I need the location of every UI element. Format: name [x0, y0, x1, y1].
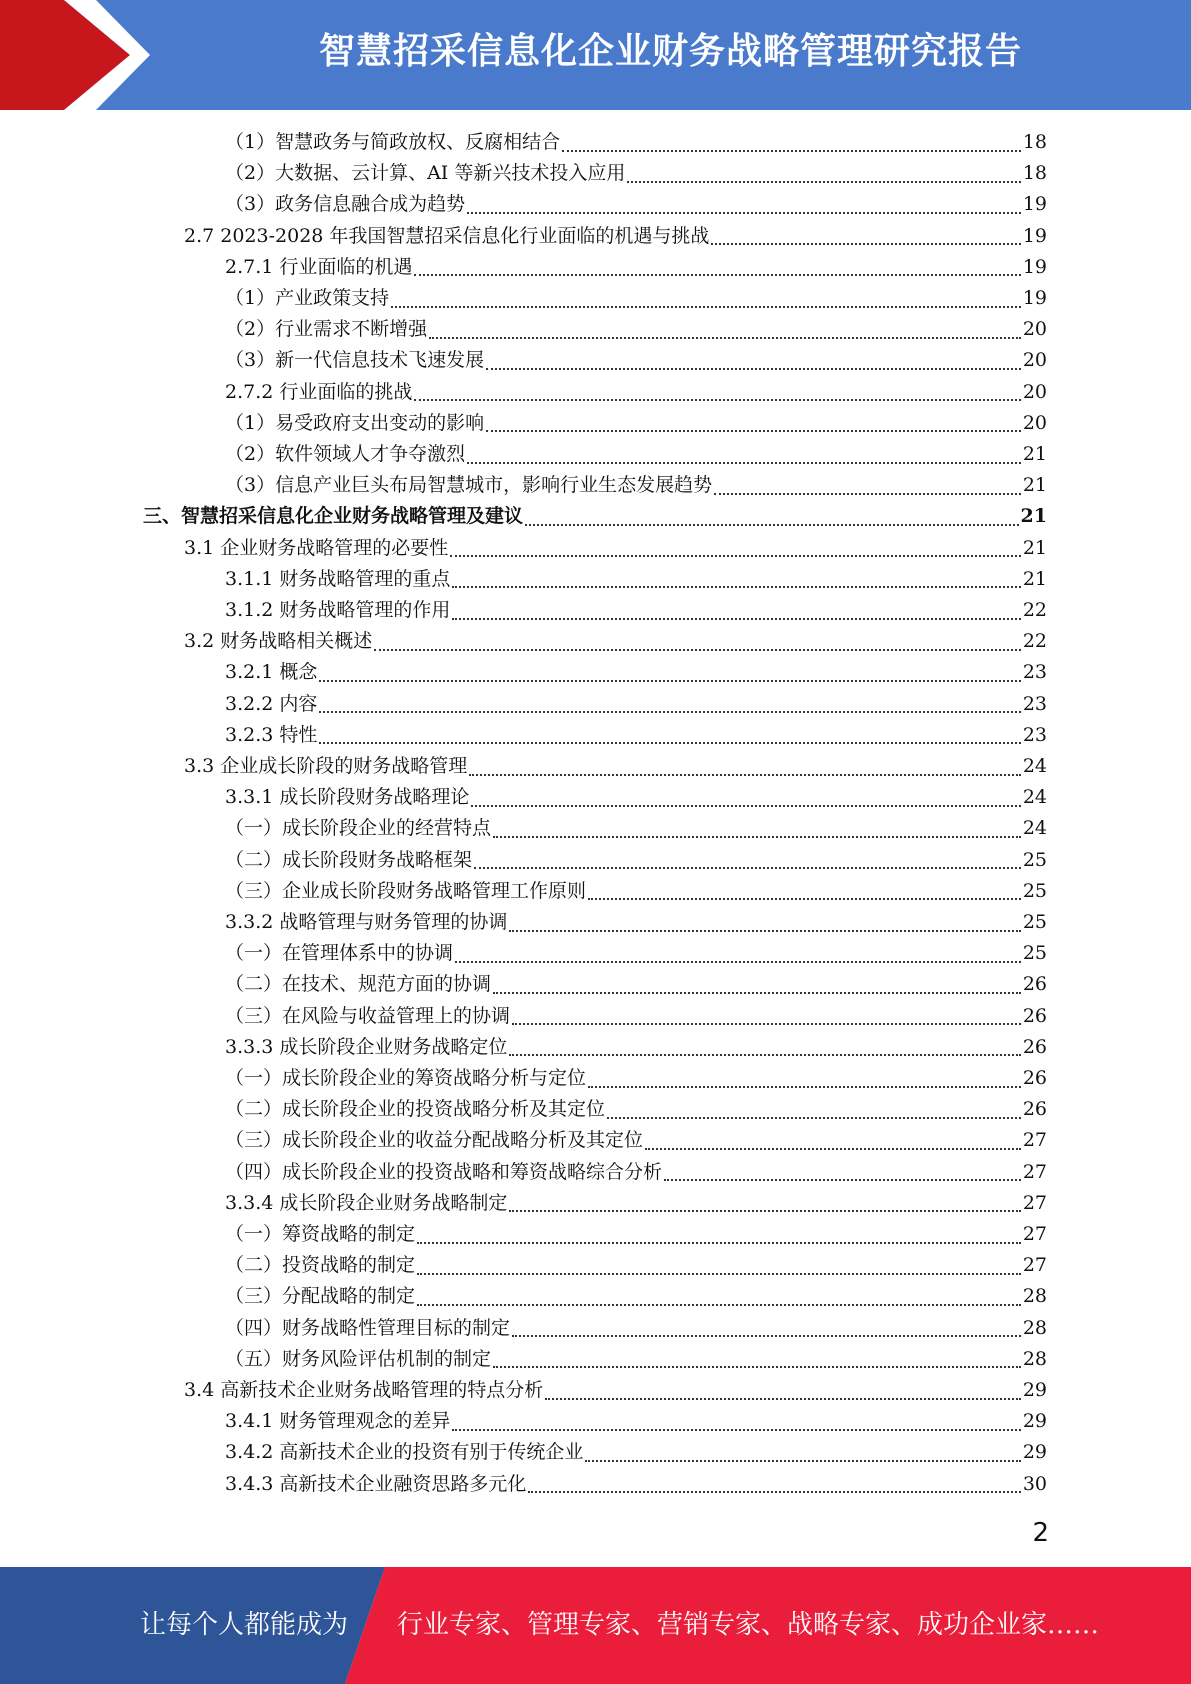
toc-dot-leader [452, 586, 1020, 588]
toc-entry[interactable] [184, 533, 1047, 564]
toc-entry-page: 23 [1022, 692, 1047, 715]
toc-entry-label: （2）行业需求不断增强 [225, 318, 428, 341]
toc-entry[interactable] [225, 1094, 1047, 1125]
toc-dot-leader [645, 1148, 1021, 1150]
toc-entry[interactable] [184, 1375, 1047, 1406]
toc-dot-leader [374, 649, 1021, 651]
toc-dot-leader [607, 1117, 1021, 1119]
toc-entry-label: （1）产业政策支持 [225, 287, 390, 309]
toc-entry[interactable] [225, 907, 1047, 938]
toc-dot-leader [493, 992, 1021, 994]
toc-entry-label: （二）在技术、规范方面的协调 [225, 973, 492, 996]
toc-entry[interactable] [225, 1281, 1047, 1312]
report-header [0, 0, 1191, 110]
toc-dot-leader [455, 961, 1021, 963]
toc-dot-leader [452, 618, 1020, 620]
toc-entry-page: 21 [1022, 443, 1047, 465]
toc-entry-label: （二）投资战略的制定 [225, 1254, 416, 1277]
toc-entry-page: 29 [1022, 1379, 1047, 1401]
toc-entry[interactable] [225, 1001, 1047, 1032]
toc-entry-label: 3.2.2 内容 [225, 692, 318, 715]
toc-entry[interactable] [225, 1157, 1047, 1188]
toc-entry-page: 20 [1022, 411, 1047, 434]
toc-entry[interactable] [225, 1344, 1047, 1375]
toc-entry[interactable] [225, 969, 1047, 1000]
page-number: 2 [1032, 1518, 1049, 1548]
toc-entry-label: 3.4.1 财务管理观念的差异 [225, 1410, 451, 1433]
toc-entry-page: 19 [1022, 224, 1047, 247]
toc-entry-label: （二）成长阶段企业的投资战略分析及其定位 [225, 1098, 606, 1121]
toc-entry-page: 24 [1022, 755, 1047, 777]
toc-dot-leader [417, 1304, 1021, 1306]
toc-dot-leader [509, 1210, 1020, 1212]
toc-dot-leader [319, 680, 1020, 682]
toc-entry[interactable] [225, 1250, 1047, 1281]
toc-entry-label: （四）财务战略性管理目标的制定 [225, 1316, 511, 1339]
toc-dot-leader [452, 1429, 1020, 1431]
toc-entry-page: 19 [1022, 193, 1047, 216]
toc-entry-label: 3.2.1 概念 [225, 661, 318, 684]
toc-dot-leader [471, 805, 1020, 807]
toc-dot-leader [450, 555, 1021, 557]
toc-dot-leader [512, 1023, 1021, 1025]
toc-dot-leader [469, 774, 1021, 776]
toc-entry[interactable] [225, 1063, 1047, 1094]
toc-dot-leader [486, 368, 1021, 370]
toc-dot-leader [714, 493, 1021, 495]
toc-entry-label: （三）在风险与收益管理上的协调 [225, 1004, 511, 1027]
toc-entry-page: 21 [1020, 505, 1047, 528]
toc-entry[interactable] [184, 221, 1047, 252]
toc-dot-leader [319, 742, 1020, 744]
toc-entry[interactable] [225, 1437, 1047, 1468]
toc-entry-page: 25 [1022, 879, 1047, 902]
toc-entry[interactable] [225, 1406, 1047, 1437]
toc-entry[interactable] [225, 720, 1047, 751]
toc-dot-leader [627, 181, 1020, 183]
toc-entry-page: 22 [1022, 599, 1047, 621]
toc-entry-label: 3.1.1 财务战略管理的重点 [225, 567, 451, 590]
toc-dot-leader [429, 337, 1021, 339]
toc-entry-label: （1）智慧政务与简政放权、反腐相结合 [225, 131, 561, 153]
toc-entry-label: 3.4 高新技术企业财务战略管理的特点分析 [184, 1379, 544, 1401]
toc-entry[interactable] [225, 252, 1047, 283]
toc-entry-label: （四）成长阶段企业的投资战略和筹资战略综合分析 [225, 1160, 663, 1183]
toc-entry[interactable] [225, 408, 1047, 439]
toc-entry[interactable] [225, 345, 1047, 376]
toc-dot-leader [319, 711, 1020, 713]
toc-dot-leader [417, 1242, 1021, 1244]
toc-entry-page: 27 [1022, 1129, 1047, 1152]
toc-entry-page: 27 [1022, 1223, 1047, 1245]
toc-entry[interactable] [184, 751, 1047, 782]
toc-entry[interactable] [143, 501, 1047, 532]
toc-dot-leader [525, 524, 1019, 526]
toc-entry-label: （二）成长阶段财务战略框架 [225, 848, 473, 871]
toc-dot-leader [493, 1366, 1021, 1368]
toc-entry-label: （三）成长阶段企业的收益分配战略分析及其定位 [225, 1129, 644, 1152]
toc-entry-page: 26 [1022, 1098, 1047, 1121]
toc-entry[interactable] [225, 470, 1047, 501]
toc-entry-page: 20 [1022, 318, 1047, 341]
toc-entry-page: 21 [1022, 536, 1047, 559]
toc-dot-leader [474, 867, 1021, 869]
toc-entry-page: 30 [1022, 1472, 1047, 1495]
toc-entry-label: （一）在管理体系中的协调 [225, 942, 454, 965]
toc-entry[interactable] [225, 689, 1047, 720]
toc-entry-page: 26 [1022, 1004, 1047, 1027]
toc-entry-page: 23 [1022, 723, 1047, 746]
toc-entry-page: 26 [1022, 1067, 1047, 1089]
toc-entry[interactable] [225, 1125, 1047, 1156]
toc-dot-leader [664, 1179, 1021, 1181]
toc-entry[interactable] [225, 283, 1047, 314]
toc-entry-label: （2）软件领域人才争夺激烈 [225, 443, 466, 465]
toc-entry-label: （一）筹资战略的制定 [225, 1223, 416, 1245]
toc-entry[interactable] [225, 813, 1047, 844]
toc-entry-page: 25 [1022, 911, 1047, 933]
toc-entry[interactable] [225, 439, 1047, 470]
toc-entry-label: 3.3.2 战略管理与财务管理的协调 [225, 911, 508, 933]
toc-entry-label: 2.7.1 行业面临的机遇 [225, 255, 413, 278]
toc-entry[interactable] [225, 595, 1047, 626]
toc-dot-leader [585, 1460, 1020, 1462]
toc-entry-label: 3.3.1 成长阶段财务战略理论 [225, 786, 470, 809]
toc-dot-leader [509, 930, 1020, 932]
toc-entry-page: 19 [1022, 287, 1047, 309]
toc-entry-page: 25 [1022, 848, 1047, 871]
toc-entry-label: 三、智慧招采信息化企业财务战略管理及建议 [143, 505, 524, 528]
toc-entry-page: 20 [1022, 349, 1047, 372]
toc-entry-page: 25 [1022, 942, 1047, 965]
toc-dot-leader [711, 243, 1020, 245]
report-title: 智慧招采信息化企业财务战略管理研究报告 [318, 31, 1022, 72]
toc-dot-leader [588, 1086, 1021, 1088]
toc-entry[interactable] [225, 938, 1047, 969]
toc-entry[interactable] [184, 626, 1047, 657]
report-footer [0, 1567, 1191, 1684]
toc-entry[interactable] [225, 1469, 1047, 1500]
toc-dot-leader [588, 898, 1021, 900]
toc-entry-page: 27 [1022, 1254, 1047, 1277]
toc-entry[interactable] [225, 1219, 1047, 1250]
toc-dot-leader [562, 150, 1021, 152]
toc-entry-page: 29 [1022, 1441, 1047, 1464]
toc-entry[interactable] [225, 657, 1047, 688]
toc-entry[interactable] [225, 158, 1047, 189]
toc-entry-page: 24 [1022, 817, 1047, 840]
toc-entry[interactable] [225, 876, 1047, 907]
toc-entry-page: 28 [1022, 1347, 1047, 1370]
toc-entry-page: 22 [1022, 630, 1047, 653]
toc-dot-leader [391, 306, 1021, 308]
toc-entry-page: 26 [1022, 973, 1047, 996]
toc-entry[interactable] [225, 377, 1047, 408]
toc-entry-label: （三）企业成长阶段财务战略管理工作原则 [225, 879, 587, 902]
toc-entry[interactable] [225, 845, 1047, 876]
toc-entry-label: 2.7 2023-2028 年我国智慧招采信息化行业面临的机遇与挑战 [184, 224, 710, 247]
toc-entry-page: 29 [1022, 1410, 1047, 1433]
toc-entry-page: 23 [1022, 661, 1047, 684]
toc-entry[interactable] [225, 1313, 1047, 1344]
toc-entry-page: 18 [1022, 162, 1047, 185]
toc-entry-page: 18 [1022, 131, 1047, 153]
toc-entry-page: 24 [1022, 786, 1047, 809]
toc-dot-leader [486, 430, 1021, 432]
footer-slogan-right: 行业专家、管理专家、营销专家、战略专家、成功企业家…… [397, 1610, 1100, 1640]
toc-entry[interactable] [225, 189, 1047, 220]
toc-dot-leader [528, 1491, 1020, 1493]
toc-entry-page: 26 [1022, 1035, 1047, 1058]
toc-entry-page: 28 [1022, 1316, 1047, 1339]
toc-entry-label: （五）财务风险评估机制的制定 [225, 1347, 492, 1370]
toc-dot-leader [512, 1335, 1021, 1337]
toc-dot-leader [414, 399, 1020, 401]
toc-entry[interactable] [225, 564, 1047, 595]
toc-entry-label: 3.3 企业成长阶段的财务战略管理 [184, 755, 468, 777]
toc-entry-label: （1）易受政府支出变动的影响 [225, 411, 485, 434]
footer-slogan-left: 让每个人都能成为 [140, 1610, 349, 1640]
toc-entry-label: 3.2 财务战略相关概述 [184, 630, 373, 653]
toc-dot-leader [467, 212, 1021, 214]
toc-dot-leader [509, 1054, 1020, 1056]
toc-entry[interactable] [225, 127, 1047, 158]
toc-dot-leader [545, 1398, 1021, 1400]
toc-entry-label: （3）新一代信息技术飞速发展 [225, 349, 485, 372]
toc-entry-label: 3.2.3 特性 [225, 723, 318, 746]
toc-entry-label: （一）成长阶段企业的筹资战略分析与定位 [225, 1067, 587, 1089]
toc-entry-label: （一）成长阶段企业的经营特点 [225, 817, 492, 840]
toc-entry-label: （3）信息产业巨头布局智慧城市，影响行业生态发展趋势 [225, 474, 713, 497]
toc-entry[interactable] [225, 1032, 1047, 1063]
toc-entry-page: 27 [1022, 1160, 1047, 1183]
toc-entry[interactable] [225, 1188, 1047, 1219]
toc-entry[interactable] [225, 314, 1047, 345]
toc-entry-label: 3.3.3 成长阶段企业财务战略定位 [225, 1035, 508, 1058]
toc-entry-page: 27 [1022, 1191, 1047, 1214]
toc-entry-label: （2）大数据、云计算、AI 等新兴技术投入应用 [225, 162, 626, 185]
toc-entry-label: （3）政务信息融合成为趋势 [225, 193, 466, 216]
toc-entry[interactable] [225, 782, 1047, 813]
toc-entry-page: 19 [1022, 255, 1047, 278]
toc-entry-label: 3.3.4 成长阶段企业财务战略制定 [225, 1191, 508, 1214]
toc-dot-leader [414, 274, 1020, 276]
toc-dot-leader [417, 1273, 1021, 1275]
toc-entry-label: 3.1 企业财务战略管理的必要性 [184, 536, 449, 559]
toc-entry-page: 21 [1022, 567, 1047, 590]
toc-entry-page: 28 [1022, 1285, 1047, 1308]
toc-entry-label: 3.4.3 高新技术企业融资思路多元化 [225, 1472, 527, 1495]
toc-dot-leader [493, 836, 1021, 838]
toc-entry-page: 21 [1022, 474, 1047, 497]
toc-entry-label: 2.7.2 行业面临的挑战 [225, 380, 413, 403]
toc-entry-label: 3.4.2 高新技术企业的投资有别于传统企业 [225, 1441, 584, 1464]
toc-entry-label: 3.1.2 财务战略管理的作用 [225, 599, 451, 621]
toc-dot-leader [467, 462, 1021, 464]
toc-entry-label: （三）分配战略的制定 [225, 1285, 416, 1308]
toc-entry-page: 20 [1022, 380, 1047, 403]
